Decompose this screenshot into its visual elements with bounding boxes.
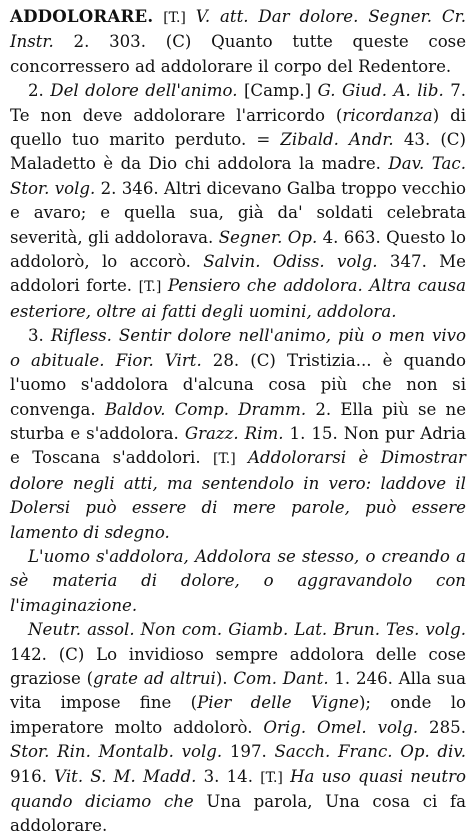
source-citation: Orig. Omel. volg. <box>263 717 419 737</box>
source-citation: Com. Dant. <box>233 668 329 688</box>
definition: Pensiero che addolora. Altra causa esteriore, oltre ai fatti degli uomini, addolora. <box>10 276 467 321</box>
source-reference: 2. 346. <box>100 178 159 198</box>
source-citation: Baldov. Comp. Dramm. <box>104 399 307 419</box>
sense-neutral <box>10 618 466 839</box>
crusca-marker: (C) <box>58 644 85 664</box>
source-reference: 285. <box>429 717 466 737</box>
sense-3 <box>10 324 466 545</box>
gloss: Pier delle Vigne <box>197 693 359 713</box>
definition: Ha uso quasi neutro quando diciamo che <box>10 766 467 811</box>
gloss: ricordanza <box>342 105 433 125</box>
source-citation: Stor. Rin. Montalb. volg. <box>10 742 223 762</box>
tag-t: [T.] <box>213 451 236 468</box>
source-citation: Salvin. Odiss. volg. <box>203 252 378 272</box>
source-reference: 2. <box>315 399 332 419</box>
source-reference: 347. <box>389 252 427 272</box>
quotation: Altri dicevano Galba troppo vecchio e avaro; e quella sua, già da' soldati celebrata severità, gli addolorava. <box>10 178 466 247</box>
source-reference: 1. 15. <box>289 423 338 443</box>
source-citation: Fior. Virt. <box>115 350 202 370</box>
quotation: Non pur Adria e Toscana s'addolori. <box>10 423 467 468</box>
source-citation: Sacch. Franc. Op. div. <box>274 742 466 762</box>
quotation-end: ). <box>215 668 228 688</box>
source-reference: 7. <box>450 81 467 101</box>
quotation: Ella più se ne sturba e s'addolora. <box>10 399 467 443</box>
quotation-end: ) di quello tuo marito perduto. <box>10 105 466 150</box>
definition: Del dolore dell'animo. <box>50 81 238 101</box>
source-reference: 3. 14. <box>203 766 254 786</box>
source-reference: 916. <box>10 766 47 786</box>
tag-camp: [Camp.] <box>243 81 312 101</box>
source-reference: 1. 246. <box>334 668 393 688</box>
tag-t: [T.] <box>163 10 186 26</box>
definition: Addolorarsi è Dimostrar dolore negli atti, ma sentendolo in vero: laddove il Dolersi può essere di mere parole, può essere lamento di sdegno. <box>10 448 466 542</box>
quotation: Alla sua vita impose fine ( <box>10 668 467 713</box>
quotation: Me addolori forte. <box>10 252 466 296</box>
source-citation: Grazz. Rim. <box>184 423 284 443</box>
crusca-marker: (C) <box>165 32 192 52</box>
tag-t: [T.] <box>138 279 162 296</box>
source-citation: Giamb. Lat. Brun. Tes. volg. <box>228 620 467 640</box>
definition: L'uomo s'addolora, Addolora se stesso, o creando a sè materia di dolore, o aggravandolo con l'imaginazione. <box>10 546 466 615</box>
quotation-end: ); onde lo imperatore molto addolorò. <box>10 693 467 737</box>
equals-sign: = <box>256 130 271 150</box>
gloss: grate ad altrui <box>93 668 216 688</box>
dictionary-entry <box>10 4 466 839</box>
tag-t: [T.] <box>260 769 283 786</box>
source-citation: Zibald. Andr. <box>280 130 394 150</box>
quotation: Quanto tutte queste cose concorressero ad addolorare il corpo del Redentore. <box>10 32 467 76</box>
crusca-marker: (C) <box>250 350 276 370</box>
source-reference: 142. <box>10 644 47 664</box>
quotation: Maladetto è da Dio chi addolora la madre. <box>10 154 381 174</box>
source-citation: Segner. Cr. Instr. <box>10 7 466 52</box>
source-citation: Vit. S. M. Madd. <box>54 766 197 786</box>
sense-number: 2. <box>28 81 44 101</box>
source-citation: Dav. Tac. Stor. volg. <box>10 154 466 198</box>
quotation: Te non deve addolorare l'arricordo ( <box>10 105 343 125</box>
source-reference: 43. <box>403 130 431 150</box>
headword: ADDOLORARE. <box>10 6 154 26</box>
sense-number: 3. <box>28 326 44 346</box>
sense-1 <box>10 4 466 79</box>
source-reference: 2. 303. <box>73 32 147 52</box>
grammar-note: V. att. Dar dolore. <box>195 7 359 26</box>
quotation: Questo lo addolorò, lo accorò. <box>10 227 467 272</box>
source-citation: G. Giud. A. lib. <box>317 81 444 101</box>
source-reference: 197. <box>229 742 267 762</box>
source-citation: Segner. Op. <box>218 227 318 247</box>
quotation: Una parola, Una cosa ci fa addolorare. <box>10 792 466 836</box>
source-reference: 4. 663. <box>322 227 381 247</box>
sense-note <box>10 545 466 618</box>
definition: Neutr. assol. Non com. <box>28 620 223 640</box>
crusca-marker: (C) <box>440 130 466 150</box>
sense-2 <box>10 79 466 324</box>
source-reference: 28. <box>212 350 240 370</box>
quotation: Tristizia... è quando l'uomo s'addolora d'alcuna cosa più che non si convenga. <box>10 350 466 419</box>
definition: Rifless. Sentir dolore nell'animo, più o men vivo o abituale. <box>10 326 466 370</box>
quotation: Lo invidioso sempre addolora delle cose graziose ( <box>10 644 466 688</box>
